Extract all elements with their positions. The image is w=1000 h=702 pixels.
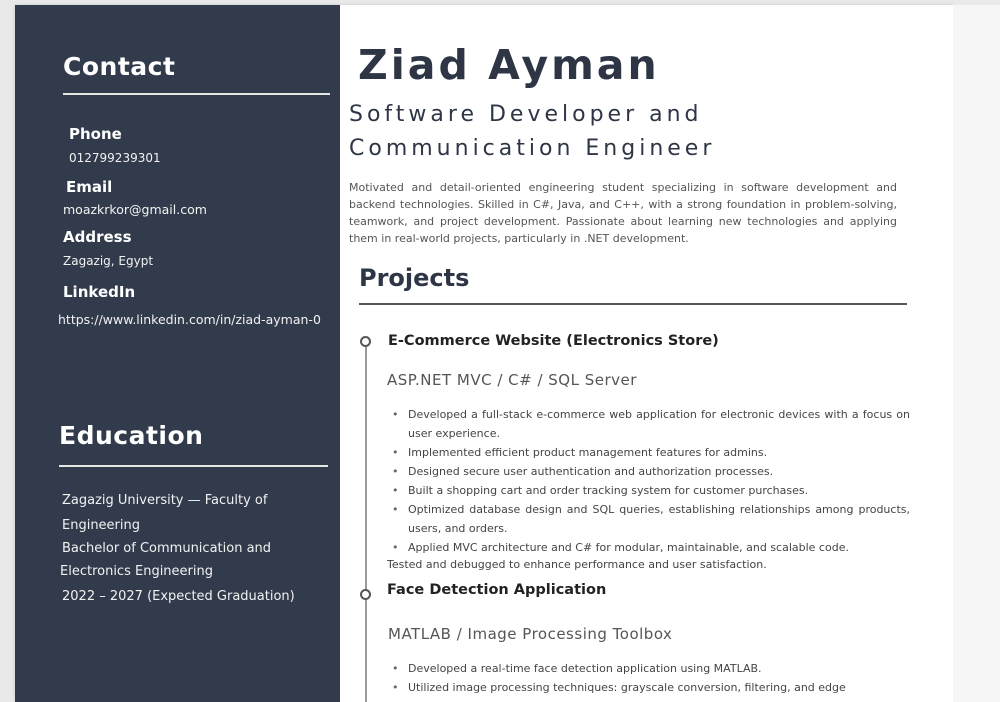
list-item: • Developed a full-stack e-commerce web application for electronic devices with a focus on user experience.: [392, 405, 910, 443]
job-title: Software Developer and: [349, 102, 703, 127]
list-item: • Developed a real-time face detection application using MATLAB.: [392, 659, 910, 678]
contact-heading: Contact: [63, 52, 176, 81]
profile-summary: Motivated and detail-oriented engineering student specializing in software development and backend technologies. Skilled in C#, Java, and C++, with a strong foundation in problem-solving, teamwork, and project development. Passionate about learning new technologies and applying them in real-world projects, particularly in .NET development.: [349, 181, 897, 245]
list-item: • Implemented efficient product management features for admins.: [392, 443, 910, 462]
project-bullets: [392, 659, 910, 697]
phone-label: Phone: [69, 125, 122, 143]
list-item: • Utilized image processing techniques: grayscale conversion, filtering, and edge: [392, 678, 910, 697]
education-divider: [59, 465, 328, 467]
list-item: • Designed secure user authentication and authorization processes.: [392, 462, 910, 481]
education-years: 2022 – 2027 (Expected Graduation): [62, 589, 295, 604]
project-bullets: [392, 405, 910, 557]
project-tech: MATLAB / Image Processing Toolbox: [388, 625, 673, 643]
project-title: Face Detection Application: [387, 582, 607, 598]
projects-divider: [359, 303, 907, 305]
timeline-dot: [360, 336, 371, 347]
project-note: Tested and debugged to enhance performance and user satisfaction.: [387, 558, 767, 571]
main-content: [340, 5, 953, 702]
education-line: Engineering: [62, 518, 140, 533]
sidebar: [15, 5, 340, 702]
education-line: Bachelor of Communication and: [62, 541, 272, 556]
project-tech: ASP.NET MVC / C# / SQL Server: [387, 371, 637, 389]
education-line: Electronics Engineering: [60, 564, 213, 579]
list-item: • Built a shopping cart and order tracking system for customer purchases.: [392, 481, 910, 500]
job-title: Communication Engineer: [349, 136, 716, 161]
linkedin-label: LinkedIn: [63, 283, 136, 301]
education-heading: Education: [59, 421, 204, 450]
list-item: • Applied MVC architecture and C# for modular, maintainable, and scalable code.: [392, 538, 910, 557]
email-label: Email: [66, 178, 113, 196]
resume-page: [15, 5, 953, 702]
email-value: moazkrkor@gmail.com: [63, 202, 207, 217]
project-title: E-Commerce Website (Electronics Store): [388, 333, 719, 349]
candidate-name: Ziad Ayman: [358, 41, 660, 89]
contact-divider: [63, 93, 330, 95]
projects-heading: Projects: [359, 264, 470, 292]
viewer-background: [953, 5, 1000, 702]
timeline-dot: [360, 589, 371, 600]
address-value: Zagazig, Egypt: [63, 254, 154, 268]
timeline-line: [365, 347, 367, 702]
education-line: Zagazig University — Faculty of: [62, 493, 268, 508]
linkedin-value: https://www.linkedin.com/in/ziad-ayman-0: [58, 312, 321, 327]
address-label: Address: [63, 228, 132, 246]
phone-value: 012799239301: [69, 151, 161, 165]
list-item: • Optimized database design and SQL queries, establishing relationships among products, users, and orders.: [392, 500, 910, 538]
